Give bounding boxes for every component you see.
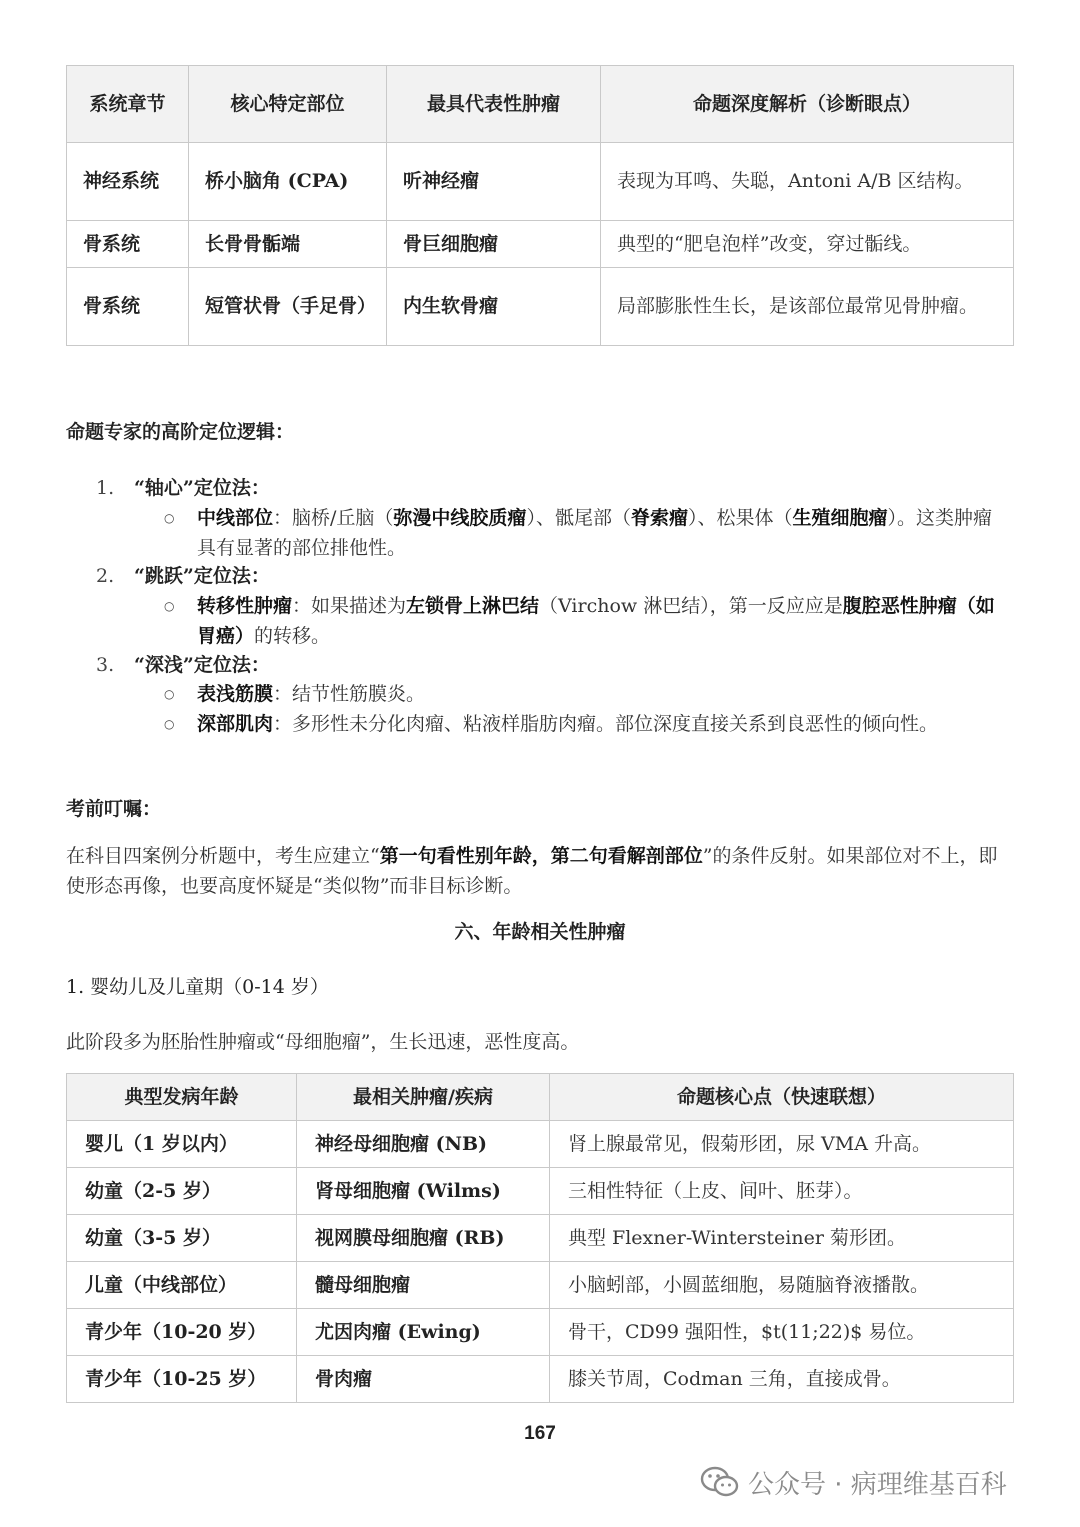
- bullet-text: ）、骶尾部（: [526, 507, 631, 529]
- age-cell: 青少年（10-25 岁）: [67, 1356, 297, 1403]
- list-item-title: “跳跃”定位法：: [134, 565, 270, 587]
- bullet-emphasis: 左锁骨上淋巴结: [406, 595, 540, 617]
- tumor-cell: 骨巨细胞瘤: [387, 221, 601, 268]
- paragraph-text: ”的条件反射。如果部位对不上，即使形态再像，也要高度怀疑是“类似物”而非目标诊断。: [66, 845, 998, 897]
- paragraph-emphasis: 第一句看性别年龄，第二句看解剖部位: [379, 845, 703, 867]
- list-number: 3.: [96, 654, 115, 676]
- point-cell: 膝关节周，Codman 三角，直接成骨。: [550, 1356, 1014, 1403]
- table-row: [67, 1121, 1014, 1168]
- site-cell: 桥小脑角 (CPA): [189, 143, 387, 221]
- tumor-cell: 听神经瘤: [387, 143, 601, 221]
- list-bullet-text: [197, 679, 1007, 709]
- tumor-cell: 髓母细胞瘤: [297, 1262, 550, 1309]
- analysis-cell: 典型的“肥皂泡样”改变，穿过骺线。: [601, 221, 1014, 268]
- bullet-icon: ○: [164, 511, 175, 525]
- system-cell: 骨系统: [67, 221, 189, 268]
- wechat-icon: [700, 1465, 740, 1499]
- table-header-row: [67, 1074, 1014, 1121]
- bullet-text: ）、松果体（: [687, 507, 793, 529]
- table-header-cell: 典型发病年龄: [67, 1074, 297, 1121]
- list-number: 2.: [96, 565, 115, 587]
- bullet-text: ：多形性未分化肉瘤、粘液样脂肪肉瘤。部位深度直接关系到良恶性的倾向性。: [273, 713, 939, 735]
- bullet-text: ：脑桥/丘脑（: [273, 507, 394, 529]
- table-header-cell: 命题深度解析（诊断眼点）: [601, 66, 1014, 143]
- page-number: 167: [524, 1423, 556, 1444]
- section-title: 六、年龄相关性肿瘤: [454, 921, 626, 943]
- point-cell: 骨干，CD99 强阳性，$t(11;22)$ 易位。: [550, 1309, 1014, 1356]
- age-cell: 幼童（2-5 岁）: [67, 1168, 297, 1215]
- table-header-row: [67, 66, 1014, 143]
- bullet-label: 表浅筋膜: [197, 683, 274, 705]
- point-cell: 肾上腺最常见，假菊形团，尿 VMA 升高。: [550, 1121, 1014, 1168]
- watermark-text: 公众号 · 病理维基百科: [748, 1469, 1007, 1500]
- bullet-emphasis: 腹腔恶性肿瘤（如胃癌）: [197, 595, 995, 647]
- list-number: 1.: [96, 477, 115, 499]
- bullet-icon: ○: [164, 687, 175, 701]
- table-header-cell: 最相关肿瘤/疾病: [297, 1074, 550, 1121]
- table-row: [67, 1309, 1014, 1356]
- table-row: [67, 1262, 1014, 1309]
- exam-tip-paragraph: [66, 841, 1016, 901]
- bullet-text: 的转移。: [254, 625, 331, 647]
- site-tumor-table: [66, 65, 1014, 346]
- age-cell: 婴儿（1 岁以内）: [67, 1121, 297, 1168]
- tumor-cell: 神经母细胞瘤 (NB): [297, 1121, 550, 1168]
- table-row: [67, 268, 1014, 346]
- table-row: [67, 1168, 1014, 1215]
- site-cell: 长骨骨骺端: [189, 221, 387, 268]
- point-cell: 三相性特征（上皮、间叶、胚芽）。: [550, 1168, 1014, 1215]
- table-header-cell: 最具代表性肿瘤: [387, 66, 601, 143]
- list-item-title: “轴心”定位法：: [134, 477, 270, 499]
- watermark: [700, 1462, 1007, 1502]
- subsection-title: 1. 婴幼儿及儿童期（0-14 岁）: [66, 976, 329, 998]
- bullet-text: ）。这类肿瘤具有显著的部位排他性。: [197, 507, 993, 559]
- analysis-cell: 表现为耳鸣、失聪，Antoni A/B 区结构。: [601, 143, 1014, 221]
- point-cell: 小脑蚓部，小圆蓝细胞，易随脑脊液播散。: [550, 1262, 1014, 1309]
- logic-heading: 命题专家的高阶定位逻辑：: [66, 421, 295, 443]
- bullet-text: （Virchow 淋巴结），第一反应应是: [539, 595, 843, 617]
- tumor-cell: 肾母细胞瘤 (Wilms): [297, 1168, 550, 1215]
- system-cell: 骨系统: [67, 268, 189, 346]
- paragraph-text: 在科目四案例分析题中，考生应建立“: [66, 845, 380, 867]
- tumor-cell: 骨肉瘤: [297, 1356, 550, 1403]
- system-cell: 神经系统: [67, 143, 189, 221]
- table-header-cell: 核心特定部位: [189, 66, 387, 143]
- point-cell: 典型 Flexner-Wintersteiner 菊形团。: [550, 1215, 1014, 1262]
- bullet-icon: ○: [164, 717, 175, 731]
- table-header-cell: 系统章节: [67, 66, 189, 143]
- bullet-emphasis: 弥漫中线胶质瘤: [393, 507, 527, 529]
- bullet-label: 中线部位: [197, 507, 274, 529]
- list-bullet-text: [197, 591, 1007, 651]
- table-row: [67, 1215, 1014, 1262]
- table-row: [67, 221, 1014, 268]
- bullet-label: 深部肌肉: [197, 713, 274, 735]
- list-item-title: “深浅”定位法：: [134, 654, 270, 676]
- site-cell: 短管状骨（手足骨）: [189, 268, 387, 346]
- exam-tip-heading: 考前叮嘱：: [66, 798, 162, 820]
- table-header-cell: 命题核心点（快速联想）: [550, 1074, 1014, 1121]
- bullet-text: ：结节性筋膜炎。: [273, 683, 426, 705]
- age-cell: 幼童（3-5 岁）: [67, 1215, 297, 1262]
- list-bullet-text: [197, 709, 1007, 739]
- age-cell: 青少年（10-20 岁）: [67, 1309, 297, 1356]
- tumor-cell: 内生软骨瘤: [387, 268, 601, 346]
- age-tumor-table: [66, 1073, 1014, 1403]
- tumor-cell: 视网膜母细胞瘤 (RB): [297, 1215, 550, 1262]
- list-bullet-text: [197, 503, 1007, 563]
- bullet-emphasis: 生殖细胞瘤: [792, 507, 888, 529]
- bullet-label: 转移性肿瘤: [197, 595, 293, 617]
- bullet-text: ：如果描述为: [292, 595, 407, 617]
- analysis-cell: 局部膨胀性生长，是该部位最常见骨肿瘤。: [601, 268, 1014, 346]
- table-row: [67, 143, 1014, 221]
- table-row: [67, 1356, 1014, 1403]
- section-intro: 此阶段多为胚胎性肿瘤或“母细胞瘤”，生长迅速，恶性度高。: [66, 1031, 580, 1053]
- tumor-cell: 尤因肉瘤 (Ewing): [297, 1309, 550, 1356]
- bullet-icon: ○: [164, 599, 175, 613]
- bullet-emphasis: 脊索瘤: [630, 507, 688, 529]
- age-cell: 儿童（中线部位）: [67, 1262, 297, 1309]
